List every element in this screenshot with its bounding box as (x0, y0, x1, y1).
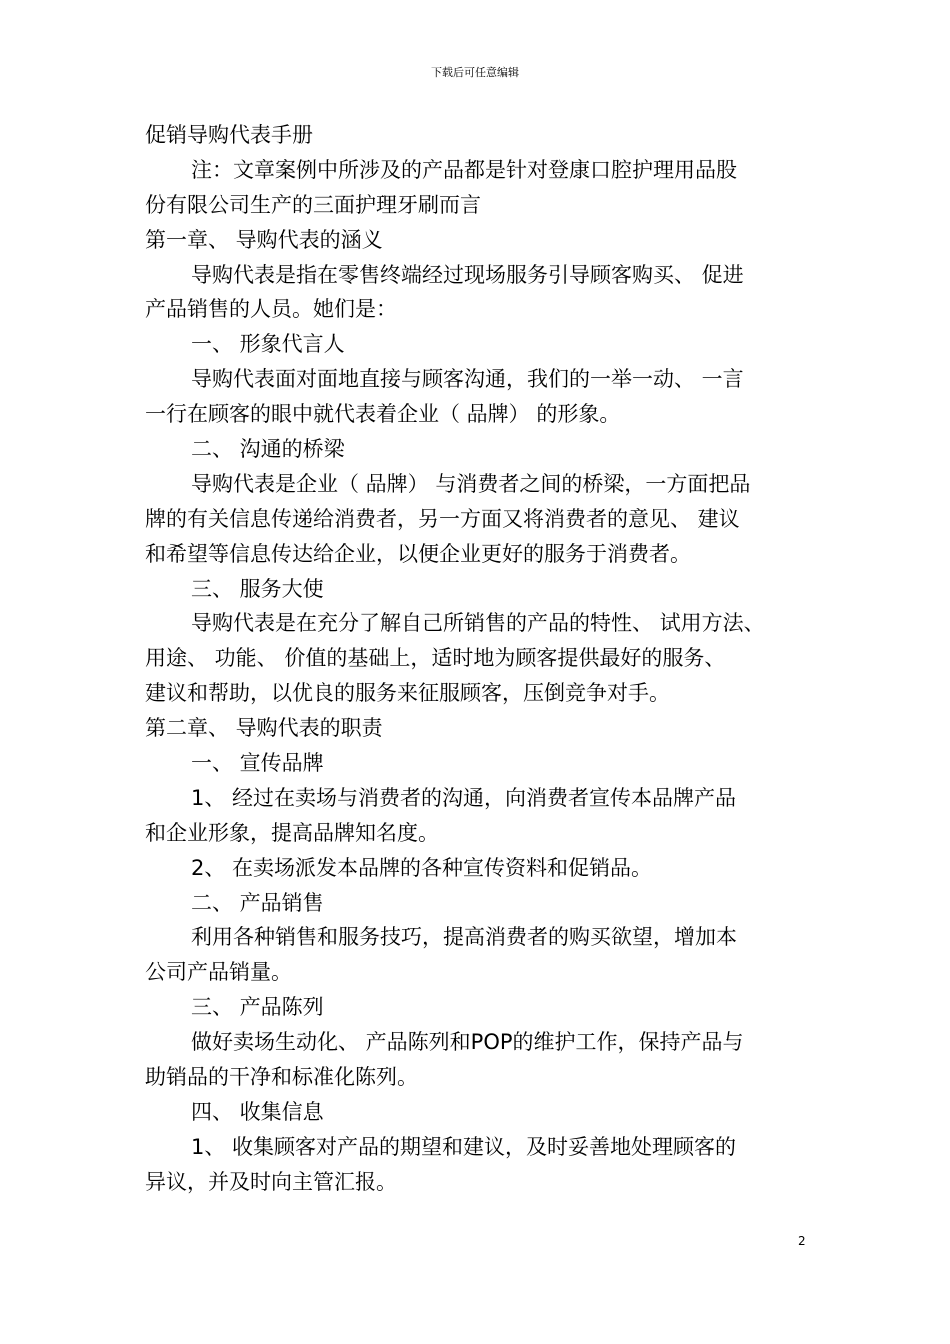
page-header: 下载后可任意编辑 (431, 66, 519, 79)
text-line: 一、 形象代言人 (191, 332, 345, 357)
text-line: 第二章、 导购代表的职责 (145, 716, 383, 741)
text-line: 2、 在卖场派发本品牌的各种宣传资料和促销品。 (191, 855, 653, 880)
text-line: 异议，并及时向主管汇报。 (145, 1169, 397, 1194)
document-body (145, 118, 835, 1200)
text-line: 1、 经过在卖场与消费者的沟通，向消费者宣传本品牌产品 (191, 785, 737, 810)
text-line: 二、 产品销售 (191, 890, 324, 915)
text-line: 牌的有关信息传递给消费者，另一方面又将消费者的意见、 建议 (145, 506, 740, 531)
text-line: 四、 收集信息 (191, 1099, 324, 1124)
text-line: 导购代表是指在零售终端经过现场服务引导顾客购买、 促进 (191, 262, 744, 287)
text-line: 导购代表面对面地直接与顾客沟通，我们的一举一动、 一言 (191, 367, 744, 392)
text-line: 做好卖场生动化、 产品陈列和POP的维护工作，保持产品与 (191, 1030, 744, 1055)
text-line: 用途、 功能、 价值的基础上，适时地为顾客提供最好的服务、 (145, 646, 726, 671)
text-line: 一、 宣传品牌 (191, 751, 324, 776)
text-line: 第一章、 导购代表的涵义 (145, 227, 383, 252)
text-line: 导购代表是企业（ 品牌） 与消费者之间的桥梁，一方面把品 (191, 471, 751, 496)
text-line: 助销品的干净和标准化陈列。 (145, 1065, 418, 1090)
text-line: 和希望等信息传达给企业，以便企业更好的服务于消费者。 (145, 541, 691, 566)
text-line: 利用各种销售和服务技巧，提高消费者的购买欲望，增加本 (191, 925, 737, 950)
text-line: 1、 收集顾客对产品的期望和建议，及时妥善地处理顾客的 (191, 1134, 737, 1159)
text-line: 导购代表是在充分了解自己所销售的产品的特性、 试用方法、 (191, 611, 765, 636)
text-line: 促销导购代表手册 (145, 123, 313, 147)
text-line: 产品销售的人员。她们是： (145, 297, 397, 322)
text-line: 一行在顾客的眼中就代表着企业（ 品牌） 的形象。 (145, 402, 621, 427)
text-line: 和企业形象，提高品牌知名度。 (145, 820, 439, 845)
text-line: 三、 服务大使 (191, 576, 324, 601)
text-line: 建议和帮助，以优良的服务来征服顾客，压倒竞争对手。 (145, 681, 670, 706)
text-line: 公司产品销量。 (145, 960, 292, 985)
text-line: 二、 沟通的桥梁 (191, 437, 345, 462)
text-line: 三、 产品陈列 (191, 995, 324, 1020)
text-line: 注：文章案例中所涉及的产品都是针对登康口腔护理用品股 (191, 157, 737, 182)
text-line: 份有限公司生产的三面护理牙刷而言 (145, 192, 481, 217)
page-number: 2 (798, 1234, 806, 1248)
